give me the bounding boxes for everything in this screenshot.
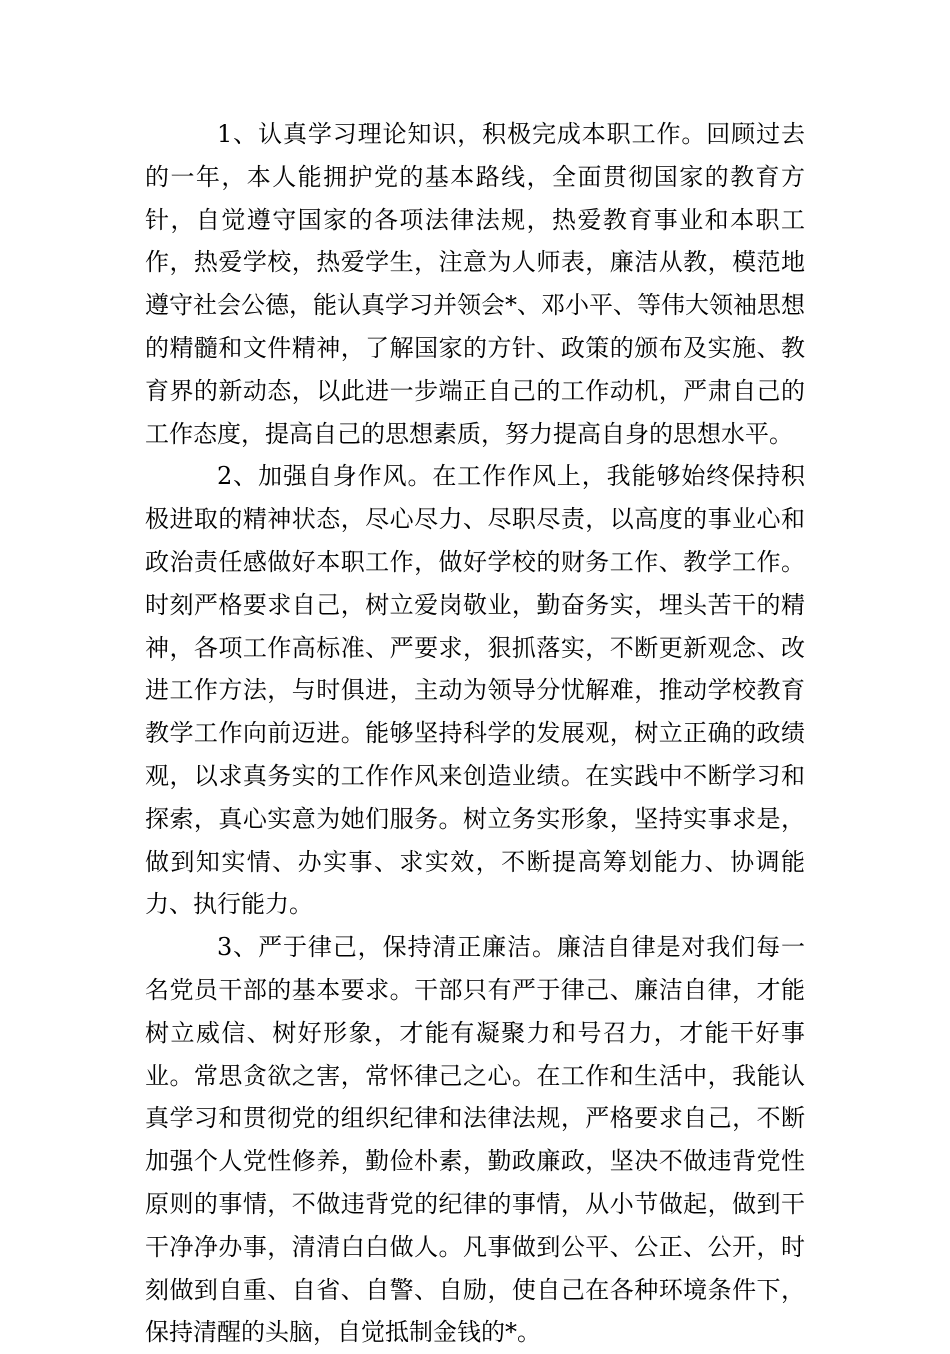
paragraph-3: 3、严于律己，保持清正廉洁。廉洁自律是对我们每一名党员干部的基本要求。干部只有严于律己、廉洁自律，才能树立威信、树好形象，才能有凝聚力和号召力，才能干好事业。常思贪欲之害，常怀律己之心。在工作和生活中，我能认真学习和贯彻党的组织纪律和法律法规，严格要求自己，不断加强个人党性修养，勤俭朴素，勤政廉政，坚决不做违背党性原则的事情，不做违背党的纪律的事情，从小节做起，做到干干净净办事，清清白白做人。凡事做到公平、公正、公开，时刻做到自重、自省、自警、自励，使自己在各种环境条件下，保持清醒的头脑，自觉抵制金钱的*。: [145, 933, 805, 1347]
paragraph-2: 2、加强自身作风。在工作作风上，我能够始终保持积极进取的精神状态，尽心尽力、尽职尽责，以高度的事业心和政治责任感做好本职工作，做好学校的财务工作、教学工作。时刻严格要求自己，树立爱岗敬业，勤奋务实，埋头苦干的精神，各项工作高标准、严要求，狠抓落实，不断更新观念、改进工作方法，与时俱进，主动为领导分忧解难，推动学校教育教学工作向前迈进。能够坚持科学的发展观，树立正确的政绩观，以求真务实的工作作风来创造业绩。在实践中不断学习和探索，真心实意为她们服务。树立务实形象，坚持实事求是，做到知实情、办实事、求实效，不断提高筹划能力、协调能力、执行能力。: [145, 462, 805, 919]
document-body: [145, 113, 805, 1354]
paragraph-1: 1、认真学习理论知识，积极完成本职工作。回顾过去的一年，本人能拥护党的基本路线，全面贯彻国家的教育方针，自觉遵守国家的各项法律法规，热爱教育事业和本职工作，热爱学校，热爱学生，注意为人师表，廉洁从教，模范地遵守社会公德，能认真学习并领会*、邓小平、等伟大领袖思想的精髓和文件精神，了解国家的方针、政策的颁布及实施、教育界的新动态，以此进一步端正自己的工作动机，严肃自己的工作态度，提高自己的思想素质，努力提高自身的思想水平。: [145, 120, 805, 448]
